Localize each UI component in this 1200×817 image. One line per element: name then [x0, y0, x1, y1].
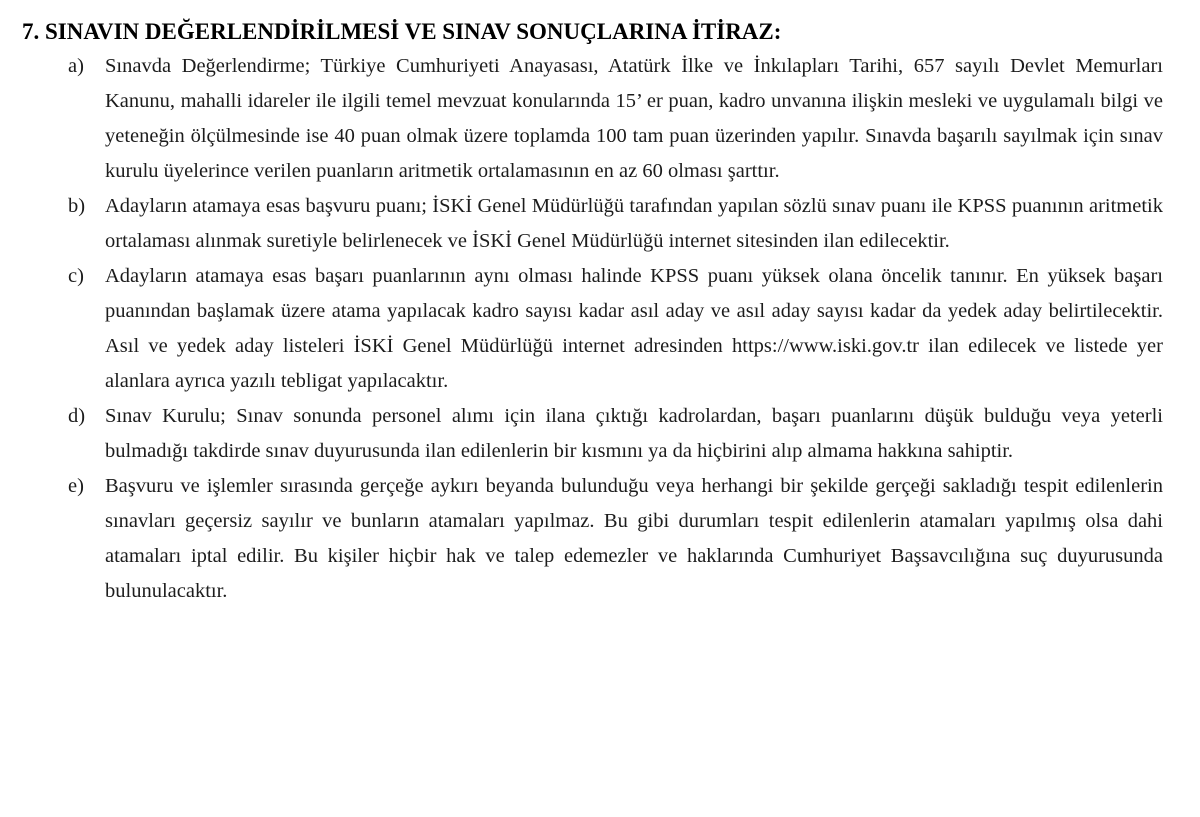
lettered-list	[22, 49, 1163, 609]
section-heading: 7. SINAVIN DEĞERLENDİRİLMESİ VE SINAV SONUÇLARINA İTİRAZ:	[22, 19, 782, 44]
list-item-marker: c)	[68, 265, 84, 287]
list-item-marker: b)	[68, 195, 86, 217]
list-item-marker: e)	[68, 475, 84, 497]
list-item-e	[22, 469, 1163, 609]
list-item-text: Sınavda Değerlendirme; Türkiye Cumhuriyeti Anayasası, Atatürk İlke ve İnkılapları Tarihi, 657 sayılı Devlet Memurları Kanunu, mahalli idareler ile ilgili temel mevzuat konularında 15’ er puan, kadro unvanına ilişkin mesleki ve uygulamalı bilgi ve yeteneğin ölçülmesinde ise 40 puan olmak üzere toplamda 100 tam puan üzerinden yapılır. Sınavda başarılı sayılmak için sınav kurulu üyelerince verilen puanların aritmetik ortalamasının en az 60 olması şarttır.	[105, 55, 1163, 182]
list-item-a	[22, 49, 1163, 189]
list-item-b	[22, 189, 1163, 259]
list-item-c	[22, 259, 1163, 399]
list-item-marker: d)	[68, 405, 86, 427]
list-item-text: Adayların atamaya esas başarı puanlarının aynı olması halinde KPSS puanı yüksek olana öncelik tanınır. En yüksek başarı puanından başlamak üzere atama yapılacak kadro sayısı kadar asıl aday ve asıl aday sayısı kadar da yedek aday belirtilecektir. Asıl ve yedek aday listeleri İSKİ Genel Müdürlüğü internet adresinden	[105, 265, 1163, 357]
list-item-text: Sınav Kurulu; Sınav sonunda personel alımı için ilana çıktığı kadrolardan, başarı puanlarını düşük bulduğu veya yeterli bulmadığı takdirde sınav duyurusunda ilan edilenlerin bir kısmını ya da hiçbirini alıp almama hakkına sahiptir.	[105, 405, 1163, 462]
list-item-d	[22, 399, 1163, 469]
list-item-marker: a)	[68, 55, 84, 77]
list-item-text: Adayların atamaya esas başvuru puanı; İSKİ Genel Müdürlüğü tarafından yapılan sözlü sınav puanı ile KPSS puanının aritmetik ortalaması alınmak suretiyle belirlenecek ve İSKİ Genel Müdürlüğü internet sitesinden ilan edilecektir.	[105, 195, 1163, 252]
iski-url: https://www.iski.gov.tr	[732, 335, 919, 357]
list-item-text: ilan edilecek ve listede yer alanlara ayrıca yazılı tebligat yapılacaktır.	[105, 335, 1163, 392]
list-item-text: Başvuru ve işlemler sırasında gerçeğe aykırı beyanda bulunduğu veya herhangi bir şekilde gerçeği sakladığı tespit edilenlerin sınavları geçersiz sayılır ve bunların atamaları yapılmaz. Bu gibi durumları tespit edilenlerin atamaları yapılmış olsa dahi atamaları iptal edilir. Bu kişiler hiçbir hak ve talep edemezler ve haklarında Cumhuriyet Başsavcılığına suç duyurusunda bulunulacaktır.	[105, 475, 1163, 602]
